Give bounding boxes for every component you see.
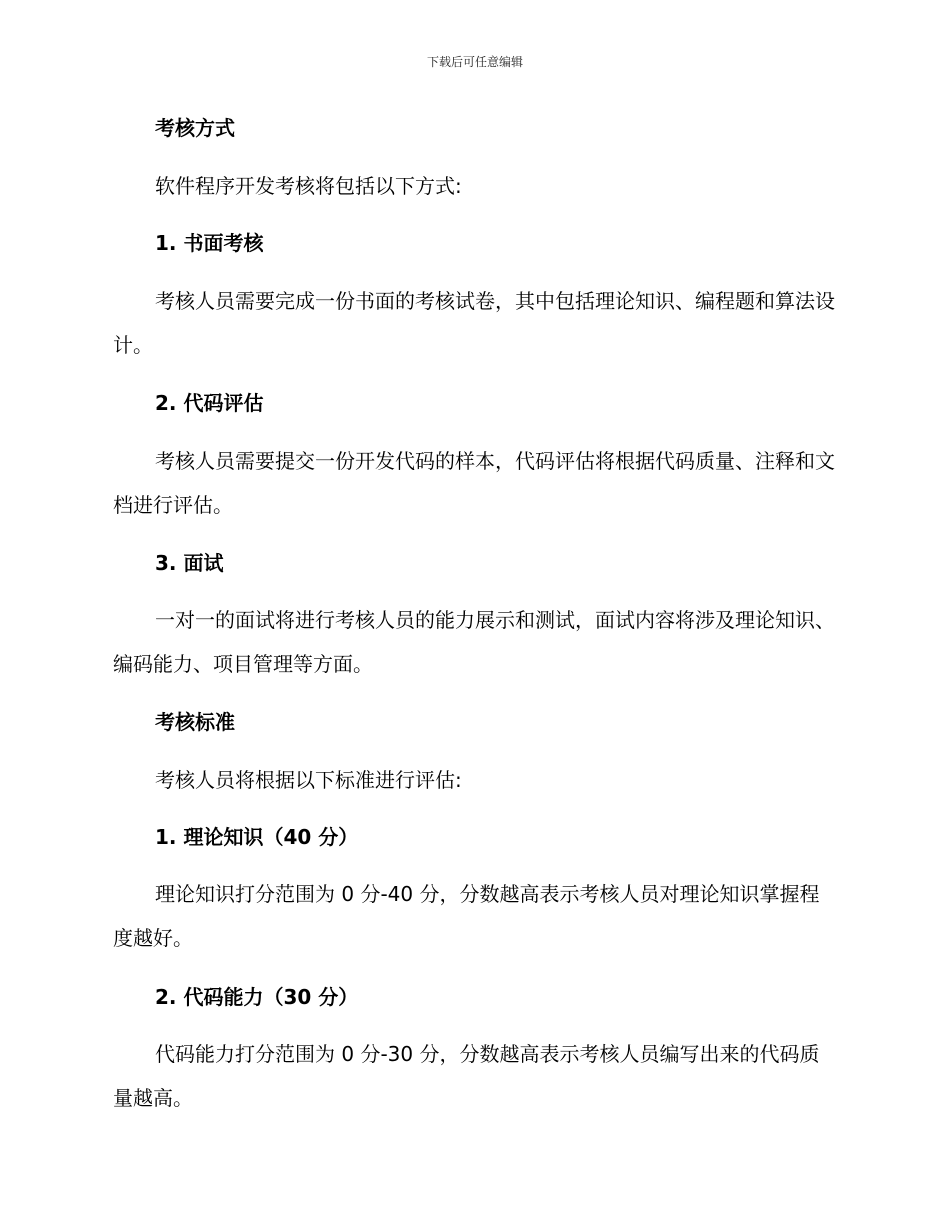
item-text-interview: 一对一的面试将进行考核人员的能力展示和测试，面试内容将涉及理论知识、编码能力、项目管理等方面。	[113, 608, 835, 676]
criterion-title-theory: 1. 理论知识（40 分）	[155, 825, 359, 849]
criterion-text-theory: 理论知识打分范围为 0 分-40 分，分数越高表示考核人员对理论知识掌握程度越好。	[113, 882, 820, 950]
section-title-assessment-criteria: 考核标准	[155, 710, 235, 734]
item-text-written-exam: 考核人员需要完成一份书面的考核试卷，其中包括理论知识、编程题和算法设计。	[113, 289, 835, 357]
criterion-text-coding: 代码能力打分范围为 0 分-30 分，分数越高表示考核人员编写出来的代码质量越高。	[113, 1042, 820, 1110]
section-title-assessment-methods: 考核方式	[155, 116, 235, 140]
section-intro-assessment-criteria: 考核人员将根据以下标准进行评估:	[155, 768, 462, 792]
criterion-title-coding: 2. 代码能力（30 分）	[155, 985, 359, 1009]
page-header: 下载后可任意编辑	[426, 55, 523, 69]
item-title-code-review: 2. 代码评估	[155, 391, 264, 415]
item-title-written-exam: 1. 书面考核	[155, 231, 264, 255]
item-title-interview: 3. 面试	[155, 551, 224, 575]
section-intro-assessment-methods: 软件程序开发考核将包括以下方式:	[155, 174, 462, 198]
item-text-code-review: 考核人员需要提交一份开发代码的样本，代码评估将根据代码质量、注释和文档进行评估。	[113, 449, 835, 517]
